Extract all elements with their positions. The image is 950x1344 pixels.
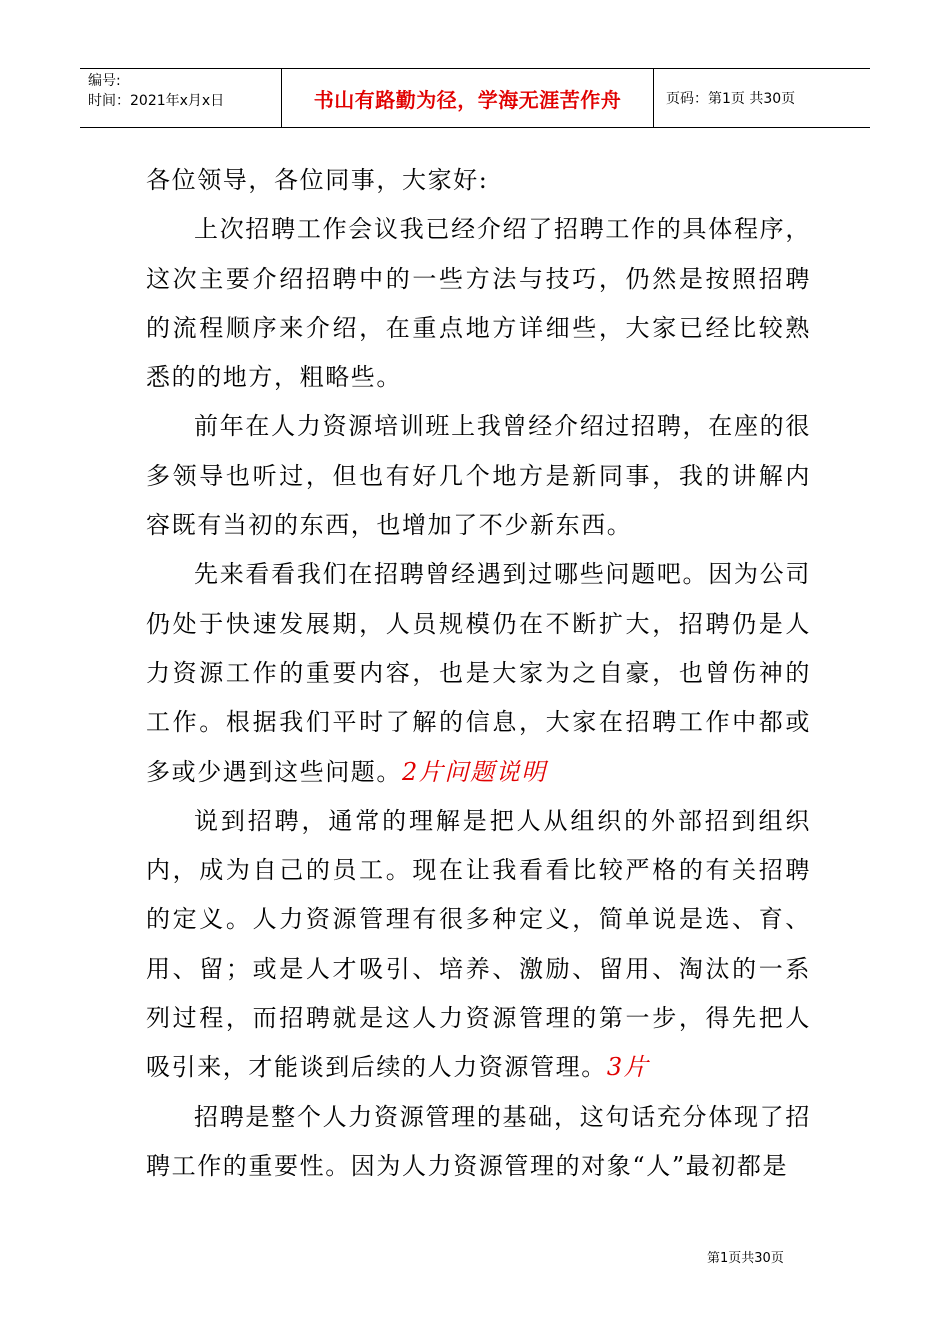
paragraph-4-text: 说到招聘，通常的理解是把人从组织的外部招到组织内，成为自己的员工。现在让我看看比较严格的有关招聘的定义。人力资源管理有很多种定义，简单说是选、育、用、留；或是人才吸引、培养、激励、留用、淘汰的一系列过程，而招聘就是这人力资源管理的第一步，得先把人吸引来，才能谈到后续的人力资源管理。 (146, 806, 811, 1082)
page-footer: 第1页共30页 (707, 1251, 784, 1266)
header-meta-cell (80, 69, 282, 127)
document-body (146, 156, 811, 1191)
paragraph-1: 上次招聘工作会议我已经介绍了招聘工作的具体程序，这次主要介绍招聘中的一些方法与技巧，仍然是按照招聘的流程顺序来介绍，在重点地方详细些，大家已经比较熟悉的的地方，粗略些。 (146, 215, 811, 392)
document-header (80, 68, 870, 128)
paragraph-3-text: 先来看看我们在招聘曾经遇到过哪些问题吧。因为公司仍处于快速发展期，人员规模仍在不断扩大，招聘仍是人力资源工作的重要内容，也是大家为之自豪，也曾伤神的工作。根据我们平时了解的信息，大家在招聘工作中都或多或少遇到这些问题。 (146, 560, 811, 786)
paragraph-5: 招聘是整个人力资源管理的基础，这句话充分体现了招聘工作的重要性。因为人力资源管理的对象“人”最初都是 (146, 1102, 811, 1180)
slide-note-2: 2片问题说明 (402, 757, 547, 786)
header-motto: 书山有路勤为径，学海无涯苦作舟 (282, 69, 654, 127)
document-time-label: 时间：2021年x月x日 (88, 93, 225, 109)
salutation-paragraph: 各位领导，各位同事，大家好: (146, 166, 489, 194)
document-number-label: 编号: (88, 73, 121, 89)
header-page-info: 页码：第1页 共30页 (666, 91, 796, 107)
paragraph-4 (146, 797, 811, 1093)
paragraph-3 (146, 550, 811, 796)
slide-note-3: 3片 (606, 1053, 650, 1082)
paragraph-2: 前年在人力资源培训班上我曾经介绍过招聘，在座的很多领导也听过，但也有好几个地方是新同事，我的讲解内容既有当初的东西，也增加了不少新东西。 (146, 412, 811, 540)
